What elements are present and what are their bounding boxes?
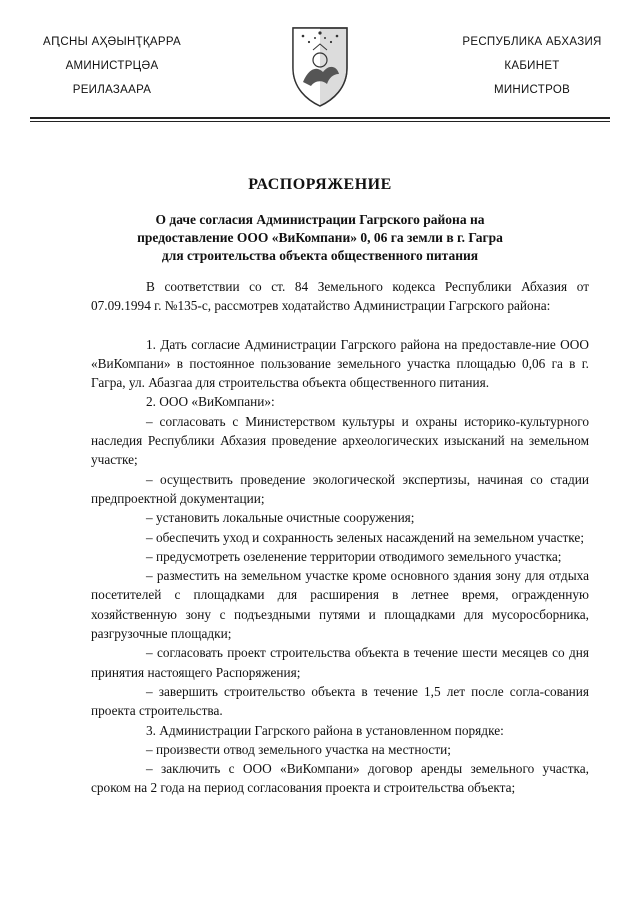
paragraph-2-item-4: – обеспечить уход и сохранность зеленых насаждений на земельном участке; <box>146 529 585 545</box>
paragraph-1: 1. Дать согласие Администрации Гагрского района на предоставле-ние ООО «ВиКомпани» в постоянное пользование земельного участка площадью 0,06 га в г. Гагра, ул. Абазгаа для строительства объекта общественного питания. <box>91 336 589 391</box>
paragraph-3-item-1: – произвести отвод земельного участка на местности; <box>146 741 451 757</box>
paragraph-2-item-8: – завершить строительство объекта в течение 1,5 лет после согла-сования проекта строительства. <box>91 683 589 719</box>
letterhead-right-line-2: КАБИНЕТ <box>504 60 560 72</box>
subtitle-line-2: предоставление ООО «ВиКомпани» 0, 06 га земли в г. Гагра <box>137 230 503 245</box>
coat-of-arms-icon <box>289 24 351 108</box>
paragraph-2-item-3: – установить локальные очистные сооружения; <box>146 510 415 526</box>
letterhead <box>0 18 640 114</box>
paragraph-2-item-1: – согласовать с Министерством культуры и охраны историко-культурного наследия Республики Абхазия проведение археологических изысканий на земельном участке; <box>91 413 589 468</box>
paragraph-2-item-7: – согласовать проект строительства объекта в течение шести месяцев со дня принятия настоящего Распоряжения; <box>91 645 589 680</box>
paragraph-3: 3. Администрации Гагрского района в установленном порядке: <box>146 722 504 738</box>
letterhead-left-line-3: РЕИЛАЗААРА <box>72 84 152 96</box>
subtitle-line-1: О даче согласия Администрации Гагрского района на <box>155 212 485 227</box>
letterhead-abkhaz <box>12 30 212 102</box>
document-body <box>91 277 589 798</box>
paragraph-gap <box>91 316 589 335</box>
preamble: В соответствии со ст. 84 Земельного кодекса Республики Абхазия от 07.09.1994 г. №135-с, рассмотрев ходатайство Администрации Гагрского района: <box>91 279 589 314</box>
header-rule-thin <box>30 121 610 122</box>
letterhead-russian <box>432 30 632 102</box>
paragraph-3-item-2: – заключить с ООО «ВиКомпани» договор аренды земельного участка, сроком на 2 года на период согласования проекта и строительства объекта; <box>91 761 589 796</box>
header-rule-thick <box>30 117 610 119</box>
document-title: РАСПОРЯЖЕНИЕ <box>248 176 392 193</box>
letterhead-right-line-3: МИНИСТРОВ <box>493 84 571 96</box>
paragraph-2-item-5: – предусмотреть озеленение территории отводимого земельного участка; <box>146 548 562 564</box>
subtitle-line-3: для строительства объекта общественного питания <box>161 248 479 263</box>
letterhead-right-line-1: РЕСПУБЛИКА АБХАЗИЯ <box>462 36 602 48</box>
document-subtitle <box>80 211 560 265</box>
paragraph-2-item-6: – разместить на земельном участке кроме основного здания зону для отдыха посетителей с площадками для расширения в летнее время, огражденную хозяйственную зону с подъездными путями и площадками для мусоросборника, разгрузочные площадки; <box>91 568 589 642</box>
letterhead-left-line-1: АԤСНЫ АҲӘЫНҬҚАРРА <box>43 36 181 48</box>
paragraph-2-item-2: – осуществить проведение экологической экспертизы, начиная со стадии предпроектной документации; <box>91 471 589 506</box>
paragraph-2: 2. ООО «ВиКомпани»: <box>146 394 275 410</box>
letterhead-left-line-2: АМИНИСТРЦӘА <box>65 60 159 72</box>
